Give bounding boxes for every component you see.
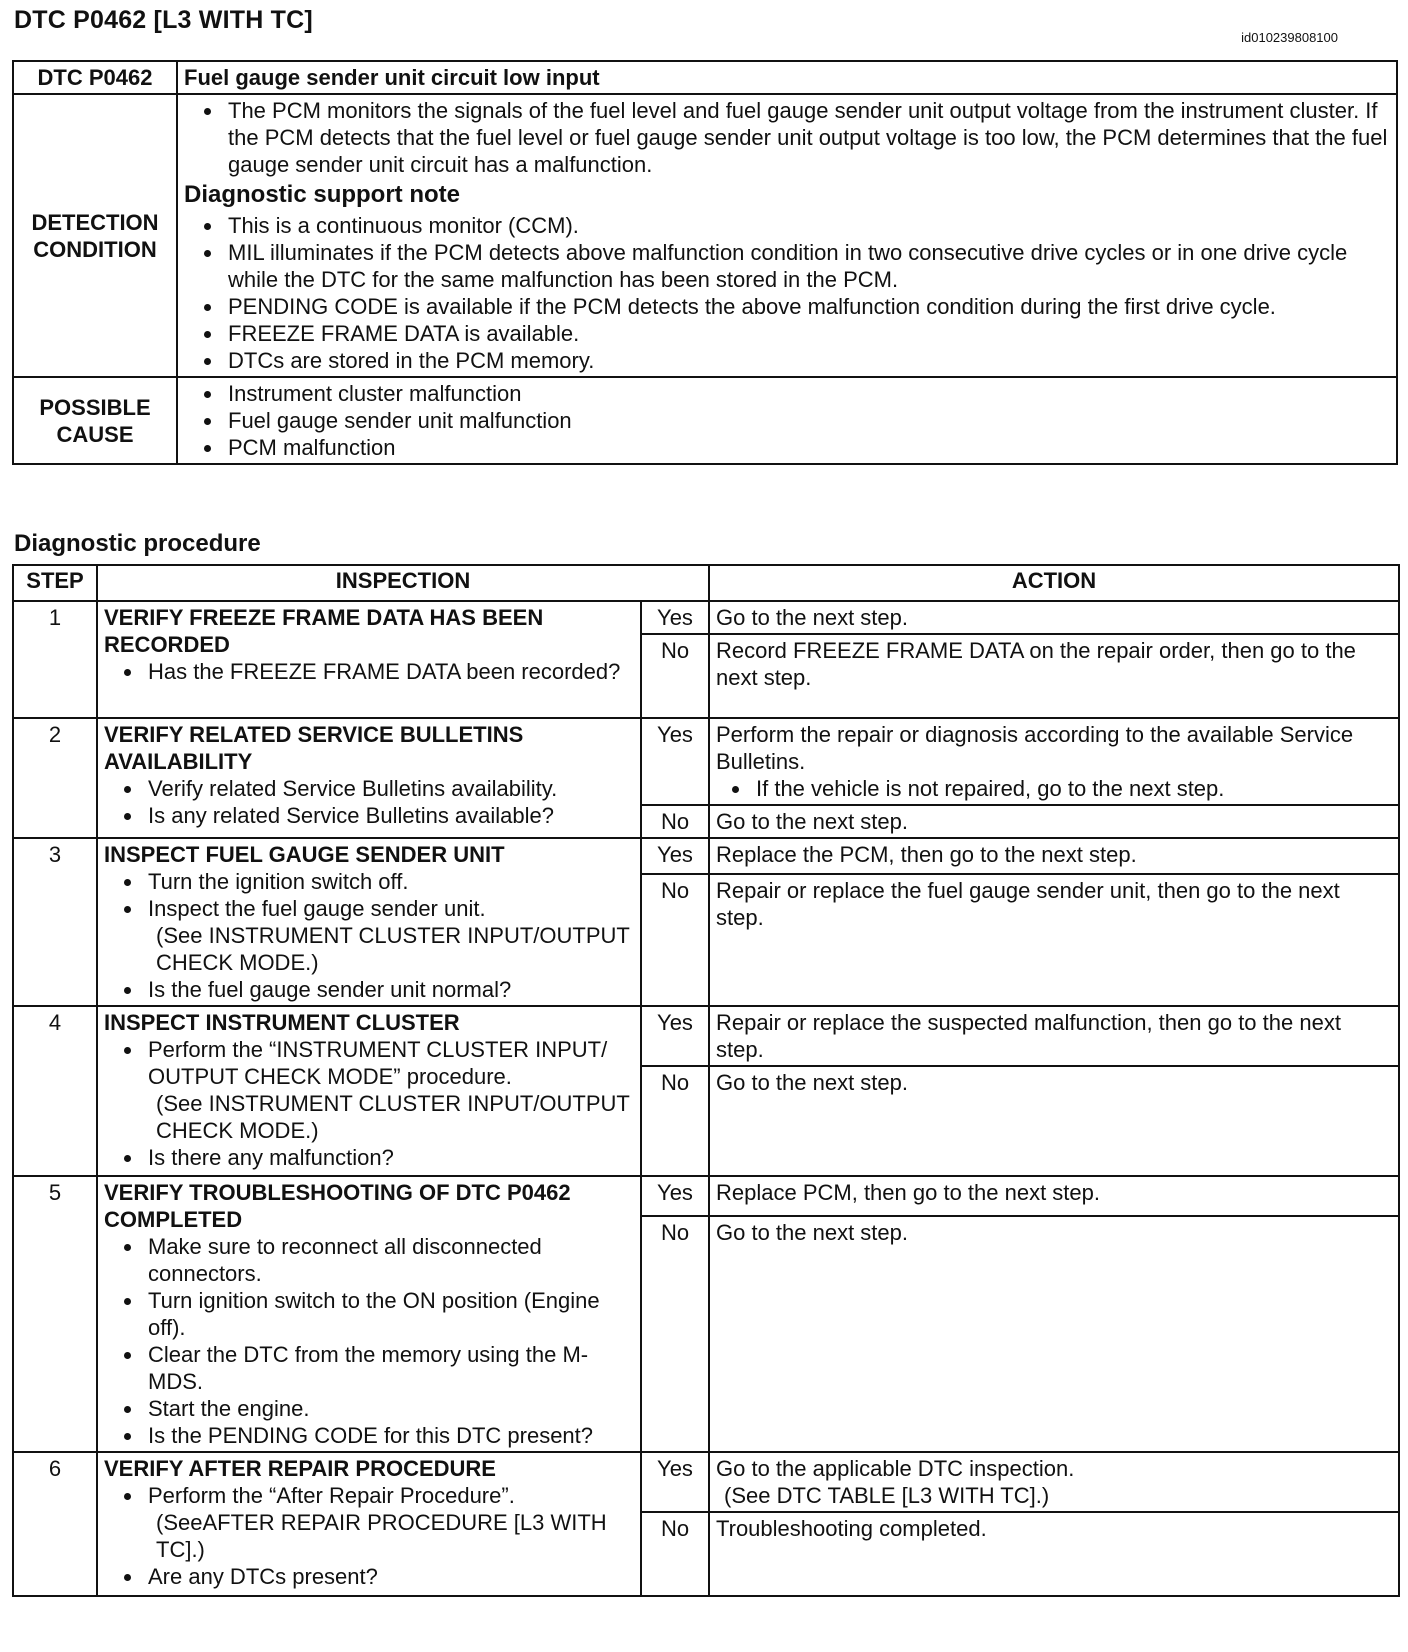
step-column-header: STEP [13,565,97,601]
possible-cause-list [184,380,1390,461]
yes-action-cell [709,718,1399,805]
inspection-cell [97,1452,641,1596]
inspection-title: INSPECT INSTRUMENT CLUSTER [104,1010,460,1035]
dtc-info-table [12,60,1398,465]
yes-action-cell [709,1452,1399,1512]
no-label: No [641,874,709,1006]
inspection-title: VERIFY AFTER REPAIR PROCEDURE [104,1456,496,1481]
support-note-item: • This is a continuous monitor (CCM). [224,212,1390,239]
detection-condition-label: DETECTION CONDITION [13,94,177,377]
yes-action-subitem: • If the vehicle is not repaired, go to the next step. [752,775,1392,802]
step-number: 6 [13,1452,97,1596]
see-reference: (SeeAFTER REPAIR PROCEDURE [L3 WITH TC].) [156,1510,607,1562]
no-action: Go to the next step. [709,1066,1399,1176]
inspection-cell [97,718,641,838]
page-title: DTC P0462 [L3 WITH TC] [14,6,313,34]
support-note-item: • DTCs are stored in the PCM memory. [224,347,1390,374]
inspection-item: • Turn the ignition switch off. [144,868,634,895]
inspection-item: • Is any related Service Bulletins available? [144,802,634,829]
no-label: No [641,1216,709,1452]
no-action: Go to the next step. [709,805,1399,838]
document-id: id010239808100 [1241,30,1338,45]
see-reference: (See INSTRUMENT CLUSTER INPUT/OUTPUT CHECK MODE.) [156,1091,630,1143]
support-note-item: • MIL illuminates if the PCM detects above malfunction condition in two consecutive drive cycles or in one drive cycle while the DTC for the same malfunction has been stored in the PCM. [224,239,1390,293]
dtc-description: Fuel gauge sender unit circuit low input [177,61,1397,94]
no-action: Repair or replace the fuel gauge sender unit, then go to the next step. [709,874,1399,1006]
yes-action: Go to the next step. [709,601,1399,634]
inspection-item-text: • Perform the “After Repair Procedure”. [148,1483,515,1508]
support-note-item: • PENDING CODE is available if the PCM detects the above malfunction condition during the first drive cycle. [224,293,1390,320]
inspection-cell [97,1176,641,1452]
yes-action: Go to the applicable DTC inspection. [716,1456,1075,1481]
procedure-step-row [13,1006,1399,1066]
procedure-step-row [13,718,1399,805]
yes-label: Yes [641,1006,709,1066]
inspection-list [104,1233,634,1449]
inspection-title: VERIFY TROUBLESHOOTING OF DTC P0462 COMPLETED [104,1180,571,1232]
inspection-item [144,1036,634,1144]
inspection-item: • Make sure to reconnect all disconnected connectors. [144,1233,634,1287]
inspection-list [104,1036,634,1171]
detection-condition-cell [177,94,1397,377]
inspection-column-header: INSPECTION [97,565,709,601]
inspection-item: • Is the PENDING CODE for this DTC present? [144,1422,634,1449]
inspection-list [104,868,634,1003]
support-note-item: • FREEZE FRAME DATA is available. [224,320,1390,347]
possible-cause-cell [177,377,1397,464]
inspection-title: VERIFY FREEZE FRAME DATA HAS BEEN RECORDED [104,605,544,657]
inspection-title: VERIFY RELATED SERVICE BULLETINS AVAILABILITY [104,722,524,774]
step-number: 5 [13,1176,97,1452]
no-label: No [641,634,709,718]
inspection-item: • Is the fuel gauge sender unit normal? [144,976,634,1003]
inspection-cell [97,1006,641,1176]
see-reference: (See INSTRUMENT CLUSTER INPUT/OUTPUT CHECK MODE.) [156,923,630,975]
procedure-header-row [13,565,1399,601]
yes-action-reference: (See DTC TABLE [L3 WITH TC].) [724,1483,1050,1508]
procedure-step-row [13,838,1399,874]
yes-action: Perform the repair or diagnosis according to the available Service Bulletins. [716,722,1354,774]
yes-label: Yes [641,718,709,805]
action-column-header: ACTION [709,565,1399,601]
possible-cause-item: • Fuel gauge sender unit malfunction [224,407,1390,434]
no-action: Go to the next step. [709,1216,1399,1452]
no-action: Record FREEZE FRAME DATA on the repair order, then go to the next step. [709,634,1399,718]
procedure-section-title: Diagnostic procedure [14,530,261,557]
diagnostic-procedure-table [12,564,1400,1597]
inspection-item-text: • Perform the “INSTRUMENT CLUSTER INPUT/ OUTPUT CHECK MODE” procedure. [148,1037,608,1089]
inspection-item-text: • Inspect the fuel gauge sender unit. [148,896,486,921]
yes-action: Repair or replace the suspected malfunction, then go to the next step. [709,1006,1399,1066]
inspection-item: • Has the FREEZE FRAME DATA been recorded? [144,658,634,685]
inspection-title: INSPECT FUEL GAUGE SENDER UNIT [104,842,505,867]
possible-cause-label: POSSIBLE CAUSE [13,377,177,464]
inspection-item: • Clear the DTC from the memory using the M-MDS. [144,1341,634,1395]
inspection-list [104,775,634,829]
yes-action: Replace PCM, then go to the next step. [709,1176,1399,1216]
inspection-item [144,895,634,976]
dtc-code-label: DTC P0462 [13,61,177,94]
yes-action-sublist [716,775,1392,802]
no-label: No [641,805,709,838]
yes-label: Yes [641,1176,709,1216]
yes-action: Replace the PCM, then go to the next step. [709,838,1399,874]
step-number: 2 [13,718,97,838]
step-number: 4 [13,1006,97,1176]
inspection-item: • Are any DTCs present? [144,1563,634,1590]
no-label: No [641,1512,709,1596]
inspection-list [104,658,634,685]
no-label: No [641,1066,709,1176]
inspection-item: • Start the engine. [144,1395,634,1422]
support-note-list [184,212,1390,374]
detection-intro: • The PCM monitors the signals of the fuel level and fuel gauge sender unit output voltage from the instrument cluster. If the PCM detects that the fuel level or fuel gauge sender unit output voltage is too low, the PCM determines that the fuel gauge sender unit circuit has a malfunction. [224,97,1390,178]
no-action: Troubleshooting completed. [709,1512,1399,1596]
procedure-step-row [13,601,1399,634]
inspection-item: • Verify related Service Bulletins availability. [144,775,634,802]
possible-cause-item: • PCM malfunction [224,434,1390,461]
detection-intro-list [184,97,1390,178]
procedure-step-row [13,1452,1399,1512]
yes-label: Yes [641,601,709,634]
step-number: 3 [13,838,97,1006]
step-number: 1 [13,601,97,718]
inspection-item: • Is there any malfunction? [144,1144,634,1171]
inspection-list [104,1482,634,1590]
yes-label: Yes [641,838,709,874]
inspection-cell [97,838,641,1006]
possible-cause-item: • Instrument cluster malfunction [224,380,1390,407]
yes-label: Yes [641,1452,709,1512]
diagnostic-support-note-heading: Diagnostic support note [184,181,460,208]
inspection-cell [97,601,641,718]
inspection-item: • Turn ignition switch to the ON position (Engine off). [144,1287,634,1341]
inspection-item [144,1482,634,1563]
procedure-step-row [13,1176,1399,1216]
